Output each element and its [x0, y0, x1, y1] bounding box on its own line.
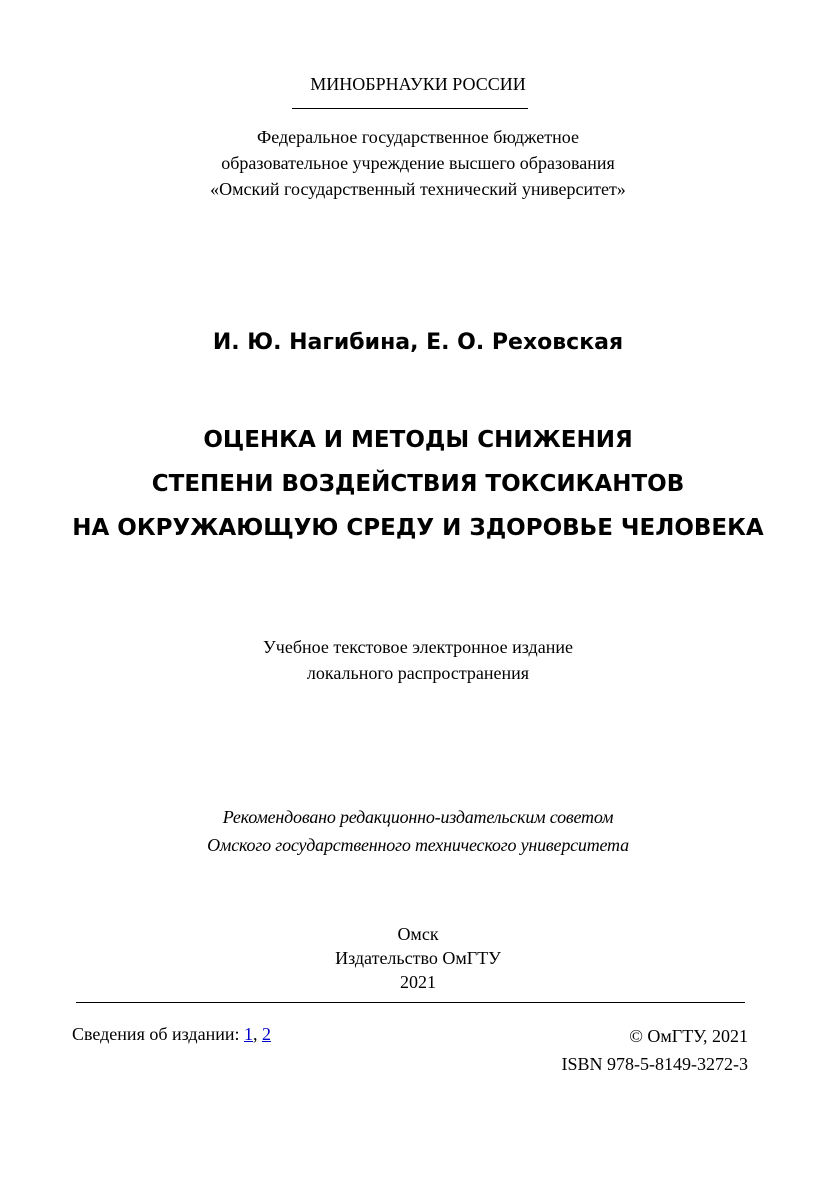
edition-details — [72, 1022, 271, 1046]
authors: И. Ю. Нагибина, Е. О. Реховская — [212, 330, 624, 355]
edition-line: локального распространения — [306, 663, 530, 683]
imprint-city: Омск — [397, 924, 439, 944]
title-line: СТЕПЕНИ ВОЗДЕЙСТВИЯ ТОКСИКАНТОВ — [151, 471, 685, 497]
ministry-divider — [292, 108, 528, 109]
copyright: © ОмГТУ, 2021 — [629, 1026, 748, 1046]
institution-line: «Омский государственный технический университет» — [210, 179, 626, 199]
institution-line: образовательное учреждение высшего образования — [221, 153, 615, 173]
institution-line: Федеральное государственное бюджетное — [257, 127, 579, 147]
link-separator: , — [252, 1024, 258, 1044]
imprint-publisher: Издательство ОмГТУ — [335, 948, 501, 968]
edition-line: Учебное текстовое электронное издание — [263, 637, 573, 657]
edition-details-label: Сведения об издании: — [72, 1024, 240, 1044]
title-line: ОЦЕНКА И МЕТОДЫ СНИЖЕНИЯ — [203, 427, 633, 453]
edition-details-link-2[interactable]: 2 — [261, 1024, 271, 1044]
document-title — [0, 418, 836, 550]
imprint-year: 2021 — [400, 972, 436, 992]
recommendation — [0, 803, 836, 859]
recommendation-line: Рекомендовано редакционно-издательским советом — [222, 807, 614, 827]
isbn: ISBN 978-5-8149-3272-3 — [561, 1054, 748, 1074]
imprint — [0, 922, 836, 994]
edition-details-link-1[interactable]: 1 — [243, 1024, 253, 1044]
footer-divider — [76, 1002, 745, 1003]
title-line: НА ОКРУЖАЮЩУЮ СРЕДУ И ЗДОРОВЬЕ ЧЕЛОВЕКА — [72, 515, 764, 541]
recommendation-line: Омского государственного технического университета — [207, 835, 629, 855]
publication-info — [562, 1022, 749, 1078]
ministry-name: МИНОБРНАУКИ РОССИИ — [310, 74, 526, 94]
institution-block — [0, 124, 836, 202]
edition-type — [0, 634, 836, 686]
